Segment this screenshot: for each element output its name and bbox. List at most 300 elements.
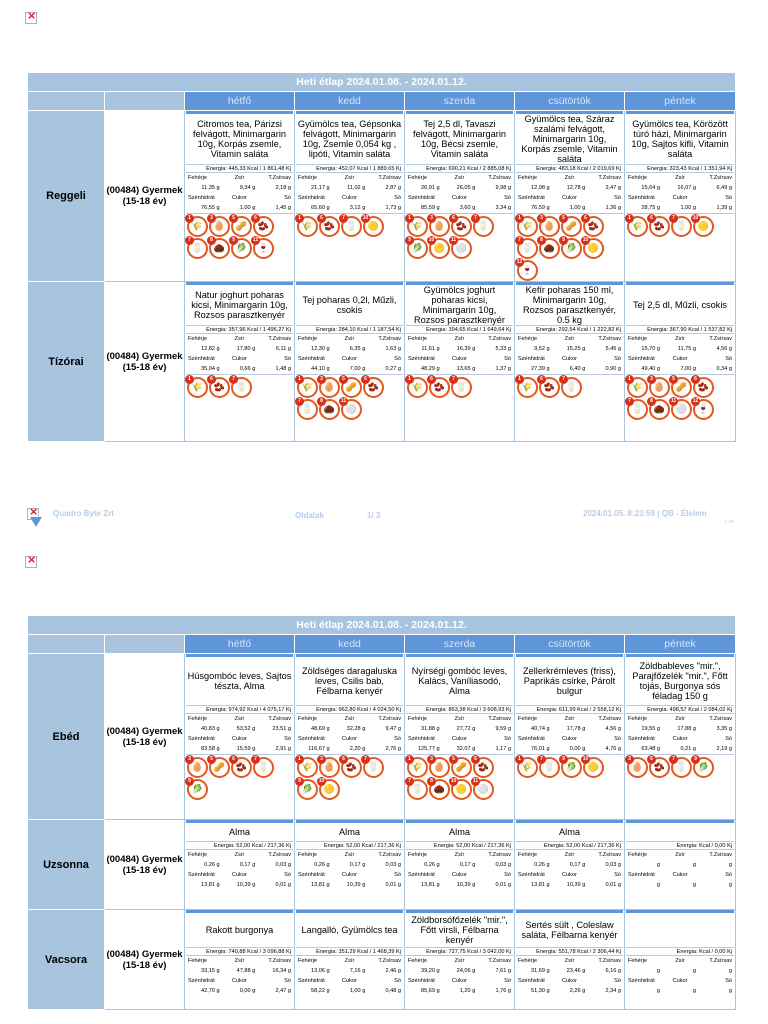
allergen-glyph: 🟡 xyxy=(433,243,446,253)
fat-label: Zsír xyxy=(454,336,465,342)
protein-label: Fehérje xyxy=(518,852,537,858)
salt-label: Só xyxy=(394,872,401,878)
allergen-number: 3 xyxy=(427,214,436,223)
nutrition-grid xyxy=(626,173,734,213)
allergen-icon xyxy=(253,238,274,259)
sugar-value: 10,39 g xyxy=(346,882,366,888)
dish-name: Citromos tea, Párizsi felvágott, Minimargarin 10g, Korpás zsemle, Vitamin saláta xyxy=(193,118,286,160)
allergen-list xyxy=(296,374,403,420)
allergen-list xyxy=(406,374,513,398)
allergen-icon xyxy=(693,757,714,778)
allergen-icon xyxy=(209,238,230,259)
sugar-value: 1,00 g xyxy=(569,205,586,211)
allergen-number: 11 xyxy=(670,398,677,404)
allergen-icon xyxy=(627,377,648,398)
allergen-number: 1 xyxy=(405,375,414,384)
satfat-value: 3,35 g xyxy=(716,726,733,732)
allergen-icon xyxy=(319,216,340,237)
protein-value: 12,82 g xyxy=(200,346,220,352)
allergen-number: 12 xyxy=(692,398,699,404)
energy-value: Energia: 483,18 Kcal / 2 019,69 Kj xyxy=(516,164,623,173)
dish-name: Zellerkrémleves (friss), Paprikás csirke, Párolt bulgur xyxy=(523,665,616,697)
fat-value: 17,78 g xyxy=(566,726,586,732)
salt-value: 1,45 g xyxy=(275,205,291,211)
carb-label: Szénhidrát xyxy=(408,872,435,878)
allergen-glyph: 🫘 xyxy=(367,382,380,392)
allergen-number: 7 xyxy=(537,755,546,764)
nutrition-grid xyxy=(516,850,623,890)
allergen-icon xyxy=(231,238,252,259)
satfat-label: T.Zsírsav xyxy=(378,958,401,964)
allergen-glyph: 🥬 xyxy=(411,243,424,253)
carb-label: Szénhidrát xyxy=(518,978,545,984)
salt-value: 2,91 g xyxy=(275,746,291,752)
dish-name: Gyümölcs tea, Gépsonka felvágott, Minimargarin 10g, Zsemle 0,054 kg , lipóti, Vitamin saláta xyxy=(297,118,402,160)
allergen-icon xyxy=(517,757,538,778)
salt-value: 1,36 g xyxy=(605,205,621,211)
allergen-icon xyxy=(671,216,692,237)
allergen-number: 7 xyxy=(625,397,634,406)
nutrition-grid xyxy=(516,956,623,996)
salt-label: Só xyxy=(725,736,733,742)
allergen-icon xyxy=(561,238,582,259)
carb-label: Szénhidrát xyxy=(298,872,325,878)
allergen-glyph: 🥬 xyxy=(565,762,578,772)
day-header-monday: hétfő xyxy=(185,92,295,111)
nutrition-grid xyxy=(296,173,403,213)
allergen-number: 10 xyxy=(582,756,589,762)
allergen-icon xyxy=(671,399,692,420)
protein-value: 12,30 g xyxy=(310,346,330,352)
satfat-value: 9,98 g xyxy=(495,185,511,191)
salt-value: 0,27 g xyxy=(385,366,401,372)
fat-value: 17,88 g xyxy=(677,726,697,732)
carb-value: 76,55 g xyxy=(200,205,220,211)
age-group-label: (00484) Gyermek (15-18 év) xyxy=(105,654,185,820)
menu-day-cell xyxy=(515,111,625,282)
protein-value: g xyxy=(656,862,661,868)
sugar-value: 10,39 g xyxy=(236,882,256,888)
dish-name: Langalló, Gyümölcs tea xyxy=(301,924,398,935)
satfat-label: T.Zsírsav xyxy=(488,716,511,722)
protein-value: 19,55 g xyxy=(641,726,661,732)
allergen-icon xyxy=(649,757,670,778)
allergen-icon xyxy=(561,216,582,237)
fat-label: Zsír xyxy=(234,852,245,858)
sugar-value: 3,60 g xyxy=(459,205,476,211)
allergen-number: 5 xyxy=(339,375,348,384)
satfat-value: 2,18 g xyxy=(275,185,291,191)
allergen-icon xyxy=(451,238,472,259)
print-timestamp: 2024.01.05. 8:23:59 | QB - Élelem xyxy=(583,509,707,518)
satfat-value: 6,11 g xyxy=(275,346,291,352)
allergen-number: 5 xyxy=(559,214,568,223)
allergen-number: 3 xyxy=(427,755,436,764)
allergen-icon xyxy=(209,757,230,778)
allergen-icon xyxy=(429,779,450,800)
allergen-icon xyxy=(209,216,230,237)
allergen-number: 1 xyxy=(515,755,524,764)
allergen-number: 6 xyxy=(361,375,370,384)
fat-label: Zsír xyxy=(564,958,575,964)
allergen-glyph: 🥛 xyxy=(301,404,314,414)
fat-value: 0,17 g xyxy=(459,862,476,868)
salt-value: 0,90 g xyxy=(605,366,621,372)
allergen-number: 8 xyxy=(427,777,436,786)
allergen-glyph: 🫘 xyxy=(455,221,468,231)
salt-value: 1,73 g xyxy=(385,205,401,211)
allergen-number: 3 xyxy=(625,755,634,764)
salt-label: Só xyxy=(725,872,733,878)
pages-label: Oldalak xyxy=(295,511,324,520)
sugar-label: Cukor xyxy=(452,872,467,878)
allergen-number: 6 xyxy=(471,755,480,764)
protein-value: g xyxy=(656,968,661,974)
menu-day-cell xyxy=(295,910,405,1010)
fat-value: 15,25 g xyxy=(566,346,586,352)
salt-value: 0,01 g xyxy=(275,882,291,888)
allergen-list xyxy=(516,213,623,281)
carb-label: Szénhidrát xyxy=(408,736,435,742)
protein-value: 39,20 g xyxy=(420,968,440,974)
allergen-icon xyxy=(187,377,208,398)
allergen-icon xyxy=(429,377,450,398)
allergen-number: 1 xyxy=(405,214,414,223)
allergen-glyph: 🥚 xyxy=(323,762,336,772)
sugar-value: 32,07 g xyxy=(456,746,476,752)
allergen-number: 10 xyxy=(362,215,369,221)
allergen-glyph: 🥛 xyxy=(565,382,578,392)
allergen-icon xyxy=(649,216,670,237)
allergen-glyph: 🥬 xyxy=(697,762,710,772)
allergen-number: 7 xyxy=(295,397,304,406)
fat-label: Zsír xyxy=(344,175,355,181)
allergen-icon xyxy=(429,757,450,778)
dish-name: Gyümölcs tea, Körözött túró házi, Minimargarin 10g, Sajtos kifli, Vitamin saláta xyxy=(631,118,729,160)
sugar-value: 1,00 g xyxy=(680,205,697,211)
carb-label: Szénhidrát xyxy=(298,978,325,984)
salt-label: Só xyxy=(504,356,511,362)
allergen-icon xyxy=(341,757,362,778)
fat-label: Zsír xyxy=(234,958,245,964)
allergen-glyph: 🥬 xyxy=(191,784,204,794)
allergen-glyph: 🫘 xyxy=(653,221,666,231)
protein-value: 11,61 g xyxy=(421,346,440,352)
carb-value: 35,04 g xyxy=(200,366,220,372)
allergen-icon xyxy=(187,779,208,800)
allergen-glyph: 🫘 xyxy=(235,762,248,772)
satfat-value: 9,59 g xyxy=(495,726,511,732)
satfat-label: T.Zsírsav xyxy=(268,175,291,181)
salt-label: Só xyxy=(504,195,511,201)
allergen-icon xyxy=(539,216,560,237)
carb-label: Szénhidrát xyxy=(188,195,215,201)
allergen-glyph: 🫘 xyxy=(433,382,446,392)
carb-label: Szénhidrát xyxy=(518,195,545,201)
sugar-label: Cukor xyxy=(562,195,577,201)
salt-label: Só xyxy=(284,978,291,984)
allergen-icon xyxy=(297,779,318,800)
carb-value: 27,39 g xyxy=(530,366,550,372)
energy-value: Energia: 974,92 Kcal / 4 075,17 Kj xyxy=(186,705,293,714)
allergen-glyph: 🫘 xyxy=(323,221,336,231)
allergen-icon xyxy=(407,238,428,259)
salt-label: Só xyxy=(284,872,291,878)
carb-value: 28,75 g xyxy=(641,205,661,211)
sugar-value: 10,39 g xyxy=(456,882,476,888)
carb-label: Szénhidrát xyxy=(408,356,435,362)
allergen-glyph: 🌾 xyxy=(521,762,534,772)
allergen-list xyxy=(626,213,734,237)
allergen-number: 1 xyxy=(295,375,304,384)
satfat-label: T.Zsírsav xyxy=(378,852,401,858)
menu-day-cell xyxy=(625,111,736,282)
allergen-glyph: 🌾 xyxy=(411,762,424,772)
sugar-label: Cukor xyxy=(452,356,467,362)
menu-day-cell xyxy=(625,820,736,910)
allergen-number: 8 xyxy=(207,236,216,245)
allergen-list xyxy=(516,754,623,778)
energy-value: Energia: 394,65 Kcal / 1 649,64 Kj xyxy=(406,325,513,334)
sugar-label: Cukor xyxy=(342,872,357,878)
fat-label: Zsír xyxy=(564,175,575,181)
protein-value: 40,74 g xyxy=(530,726,550,732)
allergen-glyph: 🥜 xyxy=(213,762,226,772)
allergen-number: 6 xyxy=(449,214,458,223)
fat-value: 7,16 g xyxy=(349,968,366,974)
sugar-label: Cukor xyxy=(452,736,467,742)
day-header-friday: péntek xyxy=(625,92,736,111)
allergen-icon xyxy=(231,216,252,237)
satfat-value: 0,03 g xyxy=(605,862,621,868)
sugar-label: Cukor xyxy=(342,978,357,984)
allergen-icon xyxy=(363,377,384,398)
carb-label: Szénhidrát xyxy=(408,195,435,201)
satfat-label: T.Zsírsav xyxy=(378,336,401,342)
satfat-value: 0,03 g xyxy=(385,862,401,868)
protein-value: 48,69 g xyxy=(310,726,330,732)
allergen-glyph: 🌾 xyxy=(301,382,314,392)
satfat-value: 1,63 g xyxy=(385,346,401,352)
menu-day-cell xyxy=(185,282,295,442)
allergen-icon xyxy=(187,238,208,259)
nutrition-grid xyxy=(406,714,513,754)
allergen-number: 3 xyxy=(647,375,656,384)
salt-label: Só xyxy=(614,195,621,201)
allergen-icon xyxy=(671,377,692,398)
allergen-icon xyxy=(627,399,648,420)
sugar-value: 10,39 g xyxy=(566,882,586,888)
allergen-glyph: 🟡 xyxy=(323,784,336,794)
protein-label: Fehérje xyxy=(628,336,647,342)
menu-day-cell xyxy=(515,820,625,910)
fat-value: 9,34 g xyxy=(239,185,256,191)
protein-label: Fehérje xyxy=(408,716,427,722)
salt-label: Só xyxy=(394,978,401,984)
salt-label: Só xyxy=(284,195,291,201)
age-group-label: (00484) Gyermek (15-18 év) xyxy=(105,820,185,910)
satfat-label: T.Zsírsav xyxy=(598,716,621,722)
carb-label: Szénhidrát xyxy=(408,978,435,984)
allergen-icon xyxy=(627,216,648,237)
satfat-value: 16,34 g xyxy=(272,968,291,974)
energy-value: Energia: 367,90 Kcal / 1 537,82 Kj xyxy=(626,325,734,334)
carb-label: Szénhidrát xyxy=(188,736,215,742)
sugar-value: g xyxy=(692,882,697,888)
allergen-icon xyxy=(693,399,714,420)
allergen-number: 9 xyxy=(229,236,238,245)
satfat-value: 7,61 g xyxy=(495,968,511,974)
allergen-glyph: 🌾 xyxy=(301,762,314,772)
allergen-glyph: 🌰 xyxy=(433,784,446,794)
sugar-label: Cukor xyxy=(672,872,688,878)
allergen-icon xyxy=(407,377,428,398)
day-header-monday: hétfő xyxy=(185,635,295,654)
allergen-icon xyxy=(363,757,384,778)
satfat-label: T.Zsírsav xyxy=(268,336,291,342)
satfat-label: T.Zsírsav xyxy=(488,175,511,181)
dish-name: Zöldborsófőzelék "mir.", Főtt virsli, Félbarna kenyér xyxy=(411,914,508,946)
sugar-label: Cukor xyxy=(232,356,247,362)
satfat-label: T.Zsírsav xyxy=(709,336,733,342)
sugar-value: 2,20 g xyxy=(349,746,366,752)
fat-value: 11,02 g xyxy=(347,185,366,191)
allergen-icon xyxy=(539,757,560,778)
protein-label: Fehérje xyxy=(188,716,207,722)
allergen-number: 6 xyxy=(647,755,656,764)
satfat-label: T.Zsírsav xyxy=(488,958,511,964)
broken-image-icon xyxy=(25,12,37,24)
satfat-value: 3,47 g xyxy=(605,185,621,191)
page-footer xyxy=(27,508,757,528)
allergen-number: 9 xyxy=(405,236,414,245)
nutrition-grid xyxy=(626,956,734,996)
fat-label: Zsír xyxy=(675,175,685,181)
carb-value: 42,70 g xyxy=(200,988,220,994)
fat-value: 24,06 g xyxy=(456,968,476,974)
allergen-glyph: 🌾 xyxy=(191,382,204,392)
protein-label: Fehérje xyxy=(188,175,207,181)
protein-label: Fehérje xyxy=(298,336,317,342)
protein-value: 15,64 g xyxy=(641,185,661,191)
allergen-glyph: 🥬 xyxy=(565,243,578,253)
dish-name: Tej 2,5 dl, Tavaszi felvágott, Minimargarin 10g, Bécsi zsemle, Vitamin saláta xyxy=(413,118,506,160)
allergen-number: 7 xyxy=(339,214,348,223)
carb-value: 13,81 g xyxy=(200,882,220,888)
satfat-label: T.Zsírsav xyxy=(709,852,733,858)
salt-value: 1,48 g xyxy=(275,366,291,372)
allergen-list xyxy=(406,213,513,259)
carb-label: Szénhidrát xyxy=(188,978,215,984)
fat-label: Zsír xyxy=(344,716,355,722)
energy-value: Energia: 498,57 Kcal / 2 084,02 Kj xyxy=(626,705,734,714)
nutrition-grid xyxy=(186,334,293,374)
allergen-number: 6 xyxy=(581,214,590,223)
salt-value: 2,34 g xyxy=(605,988,621,994)
allergen-number: 6 xyxy=(207,375,216,384)
satfat-label: T.Zsírsav xyxy=(378,175,401,181)
nutrition-grid xyxy=(296,850,403,890)
allergen-glyph: 🌾 xyxy=(631,382,644,392)
satfat-value: 23,51 g xyxy=(272,726,291,732)
allergen-list xyxy=(516,374,623,398)
allergen-list xyxy=(406,754,513,800)
protein-label: Fehérje xyxy=(518,958,537,964)
menu-day-cell xyxy=(625,910,736,1010)
sugar-label: Cukor xyxy=(672,195,688,201)
satfat-value: g xyxy=(728,968,733,974)
fat-label: Zsír xyxy=(234,336,245,342)
allergen-list xyxy=(296,213,403,237)
protein-label: Fehérje xyxy=(408,958,427,964)
fat-value: g xyxy=(692,968,697,974)
salt-value: 4,76 g xyxy=(605,746,621,752)
weekly-menu-table-page-1 xyxy=(27,72,736,442)
satfat-value: 2,46 g xyxy=(385,968,401,974)
allergen-number: 8 xyxy=(317,397,326,406)
sugar-value: 13,65 g xyxy=(456,366,476,372)
allergen-glyph: 🥛 xyxy=(631,404,644,414)
fat-label: Zsír xyxy=(675,852,685,858)
allergen-number: 7 xyxy=(229,375,238,384)
fat-label: Zsír xyxy=(675,336,685,342)
satfat-value: 6,16 g xyxy=(605,968,621,974)
allergen-number: 1 xyxy=(625,375,634,384)
allergen-icon xyxy=(319,377,340,398)
allergen-glyph: 🥚 xyxy=(433,762,446,772)
dish-name: Zöldséges daragaluska leves, Csilis bab, Félbarna kenyér xyxy=(302,665,397,697)
allergen-icon xyxy=(539,238,560,259)
allergen-icon xyxy=(319,757,340,778)
satfat-label: T.Zsírsav xyxy=(598,958,621,964)
allergen-glyph: 🥛 xyxy=(477,221,490,231)
salt-value: 1,39 g xyxy=(716,205,733,211)
allergen-number: 9 xyxy=(185,777,194,786)
protein-value: 33,15 g xyxy=(200,968,220,974)
energy-value: Energia: 52,00 Kcal / 217,36 Kj xyxy=(186,841,293,850)
allergen-glyph: 🥛 xyxy=(455,382,468,392)
allergen-glyph: 🥚 xyxy=(191,762,204,772)
fat-value: 17,80 g xyxy=(236,346,256,352)
allergen-icon xyxy=(253,216,274,237)
allergen-icon xyxy=(297,399,318,420)
carb-label: Szénhidrát xyxy=(298,195,325,201)
protein-label: Fehérje xyxy=(298,852,317,858)
protein-label: Fehérje xyxy=(188,852,207,858)
allergen-number: 10 xyxy=(450,778,457,784)
allergen-number: 7 xyxy=(251,755,260,764)
energy-value: Energia: 690,21 Kcal / 2 885,08 Kj xyxy=(406,164,513,173)
protein-value: 13,06 g xyxy=(310,968,330,974)
dish-name xyxy=(625,823,735,841)
allergen-number: 8 xyxy=(647,397,656,406)
allergen-glyph: 🟡 xyxy=(587,762,600,772)
sugar-label: Cukor xyxy=(562,872,577,878)
fat-value: 53,52 g xyxy=(236,726,256,732)
menu-title: Heti étlap 2024.01.08. - 2024.01.12. xyxy=(28,73,736,92)
allergen-glyph: 🌾 xyxy=(521,221,534,231)
protein-value: 15,70 g xyxy=(641,346,661,352)
carb-value: 58,22 g xyxy=(310,988,330,994)
protein-label: Fehérje xyxy=(628,958,647,964)
carb-value: 85,69 g xyxy=(420,988,440,994)
allergen-number: 9 xyxy=(559,755,568,764)
allergen-icon xyxy=(517,216,538,237)
allergen-number: 10 xyxy=(692,215,699,221)
allergen-icon xyxy=(451,377,472,398)
carb-value: 63,48 g xyxy=(641,746,661,752)
allergen-icon xyxy=(649,377,670,398)
